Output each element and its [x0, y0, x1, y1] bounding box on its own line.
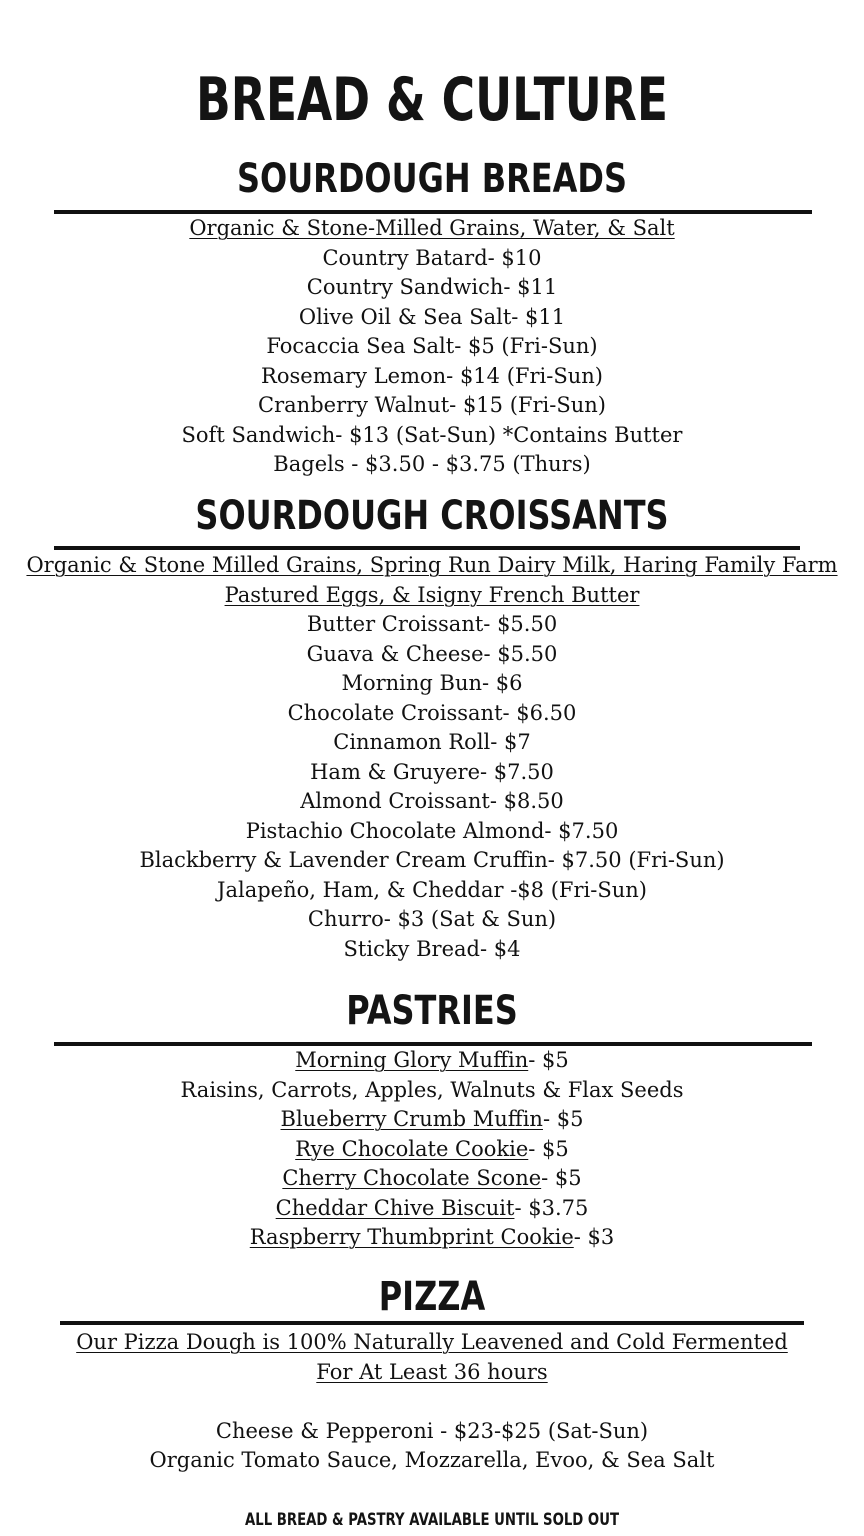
- pastry-item: [0, 1164, 864, 1194]
- croissant-item: Butter Croissant- $5.50: [306, 612, 558, 636]
- croissant-item: Chocolate Croissant- $6.50: [287, 700, 577, 725]
- croissant-item: Guava & Cheese- $5.50: [306, 641, 558, 666]
- bread-item: Country Batard- $10: [322, 245, 542, 270]
- pastry-item: [0, 1135, 864, 1165]
- croissants-subtitle-2: Pastured Eggs, & Isigny French Butter: [224, 582, 640, 607]
- pizza-item: Cheese & Pepperoni - $23-$25 (Sat-Sun): [215, 1418, 649, 1443]
- croissant-item: Ham & Gruyere- $7.50: [310, 759, 554, 784]
- croissant-item: Jalapeño, Ham, & Cheddar -$8 (Fri-Sun): [217, 877, 647, 902]
- pastry-name: Cheddar Chive Biscuit: [275, 1195, 515, 1220]
- pastry-note: Raisins, Carrots, Apples, Walnuts & Flax Seeds: [180, 1077, 684, 1102]
- page-title: BREAD & CULTURE: [195, 65, 669, 135]
- pastry-name: Raspberry Thumbprint Cookie: [249, 1225, 574, 1249]
- croissant-item: Churro- $3 (Sat & Sun): [307, 907, 557, 931]
- bread-item: Soft Sandwich- $13 (Sat-Sun) *Contains Butter: [181, 422, 683, 447]
- pastry-item: [0, 1194, 864, 1224]
- availability-note: ALL BREAD & PASTRY AVAILABLE UNTIL SOLD OUT: [244, 1510, 620, 1530]
- breads-subtitle: Organic & Stone-Milled Grains, Water, & Salt: [189, 216, 675, 240]
- bread-item: Cranberry Walnut- $15 (Fri-Sun): [258, 393, 606, 417]
- croissant-item: Morning Bun- $6: [341, 671, 523, 695]
- pastry-item: [0, 1046, 864, 1076]
- pastry-price: - $5: [528, 1048, 569, 1072]
- croissant-item: Sticky Bread- $4: [343, 936, 521, 961]
- croissant-item: Almond Croissant- $8.50: [300, 789, 564, 813]
- bread-item: Olive Oil & Sea Salt- $11: [298, 304, 566, 329]
- croissants-subtitle-1: Organic & Stone Milled Grains, Spring Run Dairy Milk, Haring Family Farm: [26, 553, 838, 577]
- pastry-price: - $3.75: [514, 1195, 589, 1220]
- pastries-heading: PASTRIES: [346, 988, 518, 1034]
- pastry-price: - $5: [541, 1166, 582, 1190]
- pizza-heading: PIZZA: [378, 1274, 486, 1320]
- pastry-name: Morning Glory Muffin: [295, 1048, 529, 1072]
- pastry-price: - $5: [542, 1107, 584, 1131]
- croissant-item: Cinnamon Roll- $7: [333, 730, 531, 754]
- pastry-item: [0, 1223, 864, 1253]
- pizza-subtitle-1: Our Pizza Dough is 100% Naturally Leavened and Cold Fermented: [76, 1330, 788, 1354]
- breads-heading: SOURDOUGH BREADS: [236, 156, 628, 202]
- croissant-item: Blackberry & Lavender Cream Cruffin- $7.50 (Fri-Sun): [139, 848, 725, 872]
- pizza-divider: [60, 1321, 804, 1325]
- pastry-name: Blueberry Crumb Muffin: [280, 1107, 543, 1131]
- bread-item: Country Sandwich- $11: [306, 275, 558, 299]
- croissants-divider: [54, 546, 800, 550]
- pastry-price: - $5: [528, 1136, 569, 1161]
- pastry-name: Cherry Chocolate Scone: [282, 1166, 542, 1190]
- pastry-name: Rye Chocolate Cookie: [295, 1136, 529, 1161]
- bread-item: Rosemary Lemon- $14 (Fri-Sun): [261, 363, 603, 388]
- pastry-item: [0, 1105, 864, 1135]
- bread-item: Bagels - $3.50 - $3.75 (Thurs): [273, 452, 591, 476]
- pizza-description: Organic Tomato Sauce, Mozzarella, Evoo, & Sea Salt: [149, 1448, 715, 1472]
- croissants-heading: SOURDOUGH CROISSANTS: [195, 493, 669, 539]
- bread-item: Focaccia Sea Salt- $5 (Fri-Sun): [266, 334, 598, 358]
- croissant-item: Pistachio Chocolate Almond- $7.50: [245, 818, 619, 843]
- pizza-subtitle-2: For At Least 36 hours: [316, 1359, 548, 1384]
- pastry-price: - $3: [573, 1225, 615, 1249]
